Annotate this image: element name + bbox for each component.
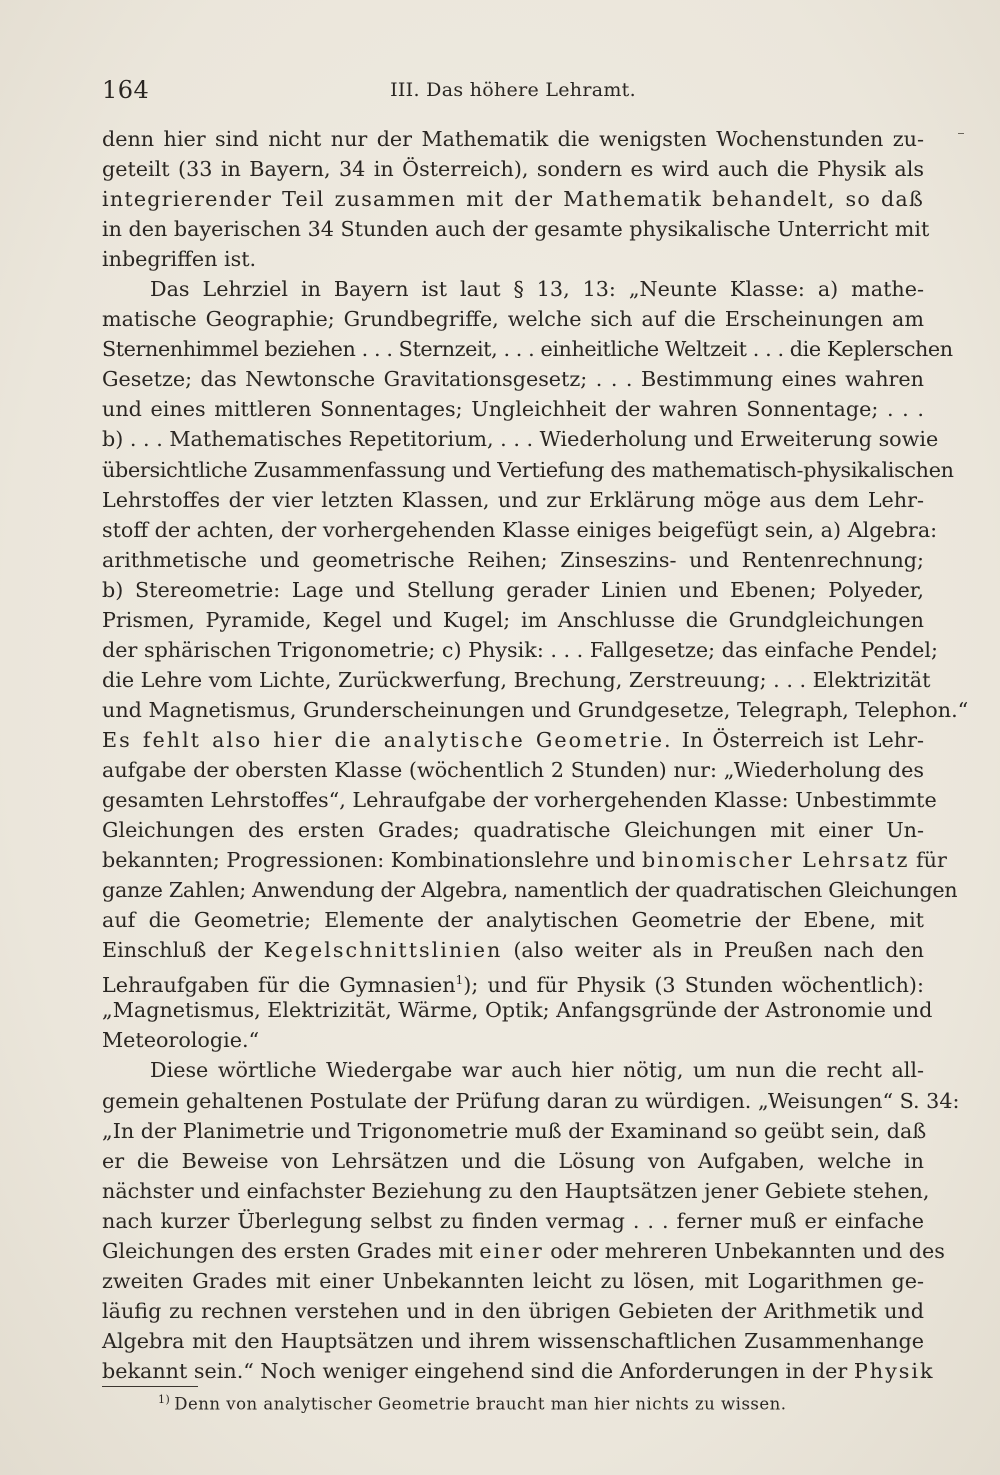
text-line: Lehrstoffes der vier letzten Klassen, und zur Erklärung möge aus dem Lehr-: [102, 487, 924, 512]
emphasis-text: binomischer Lehrsatz: [641, 848, 910, 873]
emphasis-text: Es fehlt also hier die analytische Geometrie.: [102, 727, 673, 752]
text-line: gemein gehaltenen Postulate der Prüfung daran zu würdigen. „Weisungen“ S. 34:: [102, 1088, 960, 1113]
running-title: III. Das höhere Lehramt.: [390, 79, 636, 101]
body-text: [102, 124, 969, 1386]
text-line: „In der Planimetrie und Trigonometrie muß der Examinand so geübt sein, daß: [102, 1118, 927, 1143]
text-fragment: ); und für Physik (3 Stunden wöchentlich):: [463, 973, 924, 998]
text-line: Gleichungen des ersten Grades; quadratische Gleichungen mit einer Un-: [102, 818, 924, 843]
text-line: nach kurzer Überlegung selbst zu finden vermag . . . ferner muß er einfache: [102, 1208, 924, 1233]
text-line: Algebra mit den Hauptsätzen und ihrem wissenschaftlichen Zusammenhange: [102, 1328, 924, 1353]
text-line: [102, 1356, 935, 1386]
text-line: in den bayerischen 34 Stunden auch der gesamte physikalische Unterricht mit: [102, 217, 930, 242]
text-line: die Lehre vom Lichte, Zurückwerfung, Brechung, Zerstreuung; . . . Elektrizität: [102, 667, 931, 692]
emphasis-text: Physik: [853, 1358, 935, 1383]
text-fragment: Einschluß der: [102, 938, 264, 963]
text-line: integrierender Teil zusammen mit der Mathematik behandelt, so daß: [102, 187, 924, 212]
text-line: [102, 845, 947, 875]
text-line: läufig zu rechnen verstehen und in den übrigen Gebieten der Arithmetik und: [102, 1298, 924, 1323]
text-fragment: Lehraufgaben für die Gymnasien: [102, 973, 456, 998]
text-line: b) . . . Mathematisches Repetitorium, . . . Wiederholung und Erweiterung sowie: [102, 427, 939, 452]
text-line: Das Lehrziel in Bayern ist laut § 13, 13: „Neunte Klasse: a) mathe-: [150, 277, 924, 302]
text-line: denn hier sind nicht nur der Mathematik die wenigsten Wochenstunden zu-: [102, 127, 924, 151]
text-fragment: (also weiter als in Preußen nach den: [502, 938, 924, 963]
text-line: [102, 935, 924, 965]
text-line: gesamten Lehrstoffes“, Lehraufgabe der vorhergehenden Klasse: Unbestimmte: [102, 788, 937, 813]
text-line: und Magnetismus, Grunderscheinungen und Grundgesetze, Telegraph, Telephon.“: [102, 697, 969, 722]
text-line: matische Geographie; Grundbegriffe, welche sich auf die Erscheinungen am: [102, 307, 924, 332]
footnote: [158, 1393, 787, 1414]
text-fragment: oder mehreren Unbekannten und des: [543, 1238, 945, 1263]
emphasis-text: Kegelschnittslinien: [263, 938, 503, 963]
text-line: b) Stereometrie: Lage und Stellung gerader Linien und Ebenen; Polyeder,: [102, 577, 924, 602]
page-number: 164: [102, 76, 150, 104]
text-line: [102, 965, 924, 998]
text-fragment: bekannt sein.“ Noch weniger eingehend sind die Anforderungen in der: [102, 1358, 854, 1383]
footnote-reference: 1: [455, 973, 464, 988]
text-line: Sternenhimmel beziehen . . . Sternzeit, . . . einheitliche Weltzeit . . . die Keplerschen: [102, 337, 953, 362]
text-line: auf die Geometrie; Elemente der analytischen Geometrie der Ebene, mit: [102, 908, 924, 933]
text-line: nächster und einfachster Beziehung zu den Hauptsätzen jener Gebiete stehen,: [102, 1178, 930, 1203]
text-line: stoff der achten, der vorhergehenden Klasse einiges beigefügt sein, a) Algebra:: [102, 517, 938, 542]
text-line: Gesetze; das Newtonsche Gravitationsgesetz; . . . Bestimmung eines wahren: [102, 367, 924, 392]
text-fragment: für: [909, 848, 947, 873]
text-line: er die Beweise von Lehrsätzen und die Lösung von Aufgaben, welche in: [102, 1148, 924, 1173]
text-line: übersichtliche Zusammenfassung und Vertiefung des mathematisch-physikalischen: [102, 457, 954, 482]
text-line: geteilt (33 in Bayern, 34 in Österreich), sondern es wird auch die Physik als: [102, 157, 924, 182]
text-line: „Magnetismus, Elektrizität, Wärme, Optik; Anfangsgründe der Astronomie und: [102, 998, 933, 1023]
text-fragment: bekannten; Progressionen: Kombinationslehre und: [102, 848, 642, 873]
margin-mark: [958, 133, 964, 134]
text-line: [102, 1236, 945, 1266]
text-line: Prismen, Pyramide, Kegel und Kugel; im Anschlusse die Grundgleichungen: [102, 607, 924, 632]
text-line: Diese wörtliche Wiedergabe war auch hier nötig, um nun die recht all-: [150, 1058, 924, 1083]
text-line: Meteorologie.“: [102, 1028, 260, 1053]
text-line: und eines mittleren Sonnentages; Ungleichheit der wahren Sonnentage; . . .: [102, 397, 924, 422]
text-line: inbegriffen ist.: [102, 247, 257, 272]
text-line: zweiten Grades mit einer Unbekannten leicht zu lösen, mit Logarithmen ge-: [102, 1268, 924, 1293]
emphasis-text: einer: [479, 1238, 544, 1263]
text-line: [102, 725, 924, 755]
text-fragment: In Österreich ist Lehr-: [672, 727, 924, 752]
text-fragment: Gleichungen des ersten Grades mit: [102, 1238, 480, 1263]
text-line: aufgabe der obersten Klasse (wöchentlich 2 Stunden) nur: „Wiederholung des: [102, 757, 924, 782]
text-line: arithmetische und geometrische Reihen; Zinseszins- und Rentenrechnung;: [102, 547, 924, 572]
text-line: ganze Zahlen; Anwendung der Algebra, namentlich der quadratischen Gleichungen: [102, 878, 958, 903]
text-line: der sphärischen Trigonometrie; c) Physik: . . . Fallgesetze; das einfache Pendel;: [102, 637, 938, 662]
page-header: [102, 76, 924, 110]
footnote-divider: [102, 1386, 198, 1387]
footnote-text: Denn von analytischer Geometrie braucht man hier nichts zu wissen.: [174, 1394, 787, 1414]
footnote-mark: 1): [158, 1393, 171, 1406]
